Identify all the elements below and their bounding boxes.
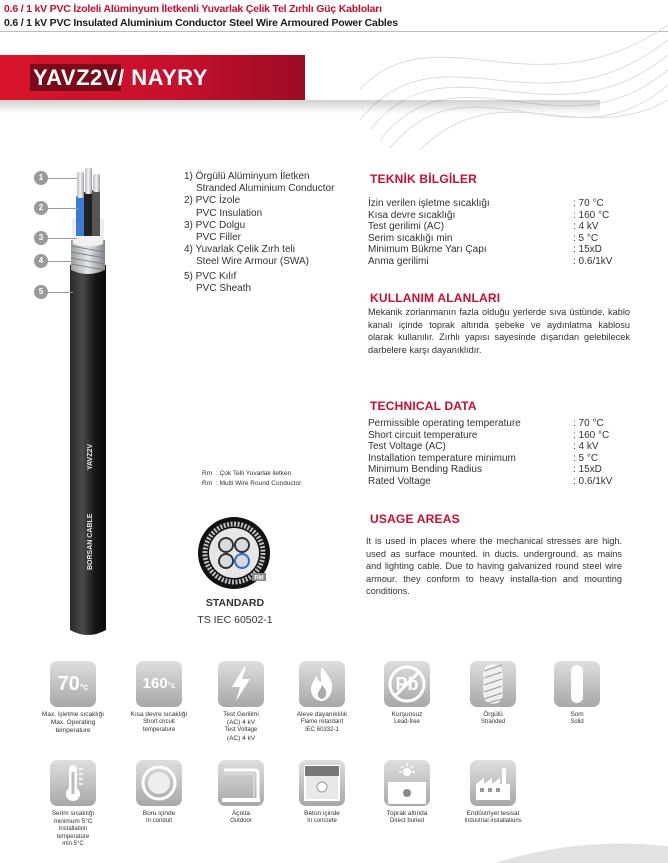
flame-label-1: Aleve dayanıklılık [296, 711, 348, 718]
product-code: YAVZ2V [30, 64, 121, 91]
temp-160-unit: °c [167, 681, 176, 690]
usage-text: It is used in places where the mechanical stresses are high. used as surface mounted. in ducts. underground. as mains and lighting cable. Due to having galvanized round steel wire armour. they conform to heavy installa-tion and mounting conditions. [366, 536, 622, 597]
callout-2: 2 [34, 201, 48, 215]
teknik-key-3: Test gerilimi (AC) [368, 221, 445, 233]
test-voltage-label-1: Test Gerilimi [223, 711, 259, 718]
part-1-tr: 1) Örgülü Alüminyum İletken [184, 171, 310, 182]
technical-value-2: : 160 °C [573, 429, 610, 441]
part-4-tr: 4) Yuvarlak Çelik Zırh teli [184, 244, 295, 256]
technical-value-1: : 70 °C [573, 418, 604, 429]
lead-free-label-1: Kurşunsuz [391, 711, 423, 718]
part-1-en: Stranded Aluminium Conductor [196, 183, 335, 195]
cable-print-code: YAVZ2V [87, 443, 94, 470]
decorative-footer-swoosh [480, 838, 668, 863]
product-name: / NAYRY [118, 65, 208, 90]
test-voltage-label-2: (AC) 4 kV [226, 719, 256, 726]
icon-tile-outdoor [196, 760, 286, 826]
callout-1: 1 [34, 171, 48, 185]
max-temp-label-2: Max. Operating [50, 719, 96, 726]
stranded-icon [470, 661, 516, 707]
flame-label-2: Flame retardant [300, 719, 344, 725]
flame-label-3: IEC 60332-1 [305, 726, 339, 733]
teknik-key-1: İzin verilen işletme sıcaklığı [368, 198, 490, 209]
temp-70-value: 70 [57, 673, 80, 695]
icon-tile-lead-free [362, 661, 452, 727]
industrial-label-2: Industrial installations [464, 818, 522, 824]
kullanim-heading: KULLANIM ALANLARI [370, 291, 501, 305]
callout-line-3 [47, 238, 77, 239]
technical-table [368, 418, 613, 488]
icon-tile-conduit [114, 760, 204, 826]
thermometer-icon [50, 760, 96, 806]
teknik-key-5: Minimum Bükme Yarı Çapı [368, 244, 487, 256]
outdoor-label-1: Açıkta [231, 810, 251, 817]
install-temp-label-4: temperature [56, 833, 90, 840]
header-title-tr: 0.6 / 1 kV PVC İzoleli Alüminyum İletkenli Yuvarlak Çelik Tel Zırhlı Güç Kabloları [4, 3, 382, 15]
technical-key-2: Short circuit temperature [368, 429, 478, 441]
part-3-tr: 3) PVC Dolgu [184, 219, 246, 231]
icon-tile-buried [362, 760, 452, 826]
temp-70-icon [50, 661, 96, 707]
part-5-en: PVC Sheath [196, 282, 252, 294]
rm-notes [202, 469, 301, 489]
lightning-icon [218, 661, 264, 707]
icon-tile-flame [277, 661, 367, 734]
technical-value-4: : 5 °C [573, 452, 599, 464]
lead-free-icon [384, 661, 430, 707]
teknik-heading: TEKNİK BİLGİLER [370, 172, 477, 186]
callout-3: 3 [34, 231, 48, 245]
concrete-icon [299, 760, 345, 806]
teknik-value-3: : 4 kV [573, 221, 599, 233]
cross-section-tag: RM [254, 575, 264, 582]
teknik-key-2: Kısa devre sıcaklığı [368, 209, 456, 221]
part-4-en: Steel Wire Armour (SWA) [196, 256, 309, 268]
short-circuit-label-2: Short circuit [143, 719, 175, 725]
buried-label-1: Toprak altında [386, 810, 428, 817]
icon-tile-test-voltage [196, 661, 286, 743]
conduit-icon [136, 760, 182, 806]
conduit-label-1: Boru içinde [142, 810, 176, 817]
icon-tile-industrial [448, 760, 538, 826]
max-temp-label-1: Max. işletme sıcaklığı [41, 711, 105, 718]
part-5-tr: 5) PVC Kılıf [184, 270, 237, 282]
concrete-label-1: Beton içinde [304, 810, 340, 817]
part-2-en: PVC Insulation [196, 207, 263, 219]
technical-key-4: Installation temperature minimum [368, 452, 516, 464]
temp-160-value: 160 [142, 675, 168, 692]
concrete-label-2: In concrete [307, 818, 337, 824]
callout-4: 4 [34, 254, 48, 268]
rm-key-2: Rm [202, 480, 213, 487]
teknik-key-6: Anma gerilimi [368, 255, 429, 267]
icon-tile-stranded [448, 661, 538, 727]
cable-print-brand: BORSAN CABLE [87, 513, 94, 570]
cable-illustration [40, 160, 180, 640]
teknik-value-2: : 160 °C [573, 209, 610, 221]
technical-key-6: Rated Voltage [368, 475, 431, 487]
icon-tile-short-circuit [114, 661, 204, 734]
part-2-tr: 2) PVC İzole [184, 195, 241, 207]
callout-line-2 [47, 208, 79, 209]
short-circuit-label-1: Kısa devre sıcaklığı [130, 711, 188, 718]
solid-label-1: Som [570, 711, 584, 718]
outdoor-label-2: Outdoor [230, 818, 252, 824]
callout-line-1 [47, 178, 77, 179]
icon-tile-concrete [277, 760, 367, 826]
install-temp-label-2: minimum 5°C [53, 818, 93, 825]
teknik-value-6: : 0.6/1kV [573, 255, 613, 267]
part-3-en: PVC Filler [196, 232, 242, 244]
lead-free-label-2: Lead-free [394, 719, 420, 725]
technical-key-1: Permissible operating temperature [368, 418, 521, 429]
callout-line-5 [47, 292, 73, 293]
technical-heading: TECHNICAL DATA [370, 399, 477, 413]
short-circuit-label-3: temperature [142, 726, 176, 733]
kullanim-text: Mekanik zorlanmanın fazla olduğu yerlerde sıva üstünde. kablo kanalı içinde toprak altında şebeke ve aydınlatma kablosu olarak kullanılır. Zırhlı yapısı sayesinde dışarıdan gelebilecek darbelere karşı dayanıklıdır. [368, 307, 630, 355]
max-temp-label-3: temperature [55, 727, 91, 734]
install-temp-label-1: Serim sıcaklığı [51, 810, 95, 817]
temp-70-unit: °c [79, 682, 89, 692]
teknik-key-4: Serim sıcaklığı min [368, 232, 453, 244]
teknik-table [368, 198, 613, 268]
technical-key-3: Test Voltage (AC) [368, 441, 446, 453]
technical-key-5: Minimum Bending Radius [368, 464, 482, 476]
solid-icon [554, 661, 600, 707]
icon-tile-max-temp [28, 661, 118, 735]
icon-tile-solid [532, 661, 622, 727]
teknik-value-4: : 5 °C [573, 232, 599, 244]
outdoor-icon [218, 760, 264, 806]
flame-icon [299, 661, 345, 707]
teknik-value-1: : 70 °C [573, 198, 604, 209]
conduit-label-2: In conduit [145, 818, 173, 824]
lead-free-symbol: Pb [395, 674, 419, 694]
test-voltage-label-4: (AC) 4 kV [226, 734, 256, 742]
decorative-waves [360, 0, 668, 150]
technical-value-5: : 15xD [573, 464, 602, 476]
install-temp-label-5: min 5°C [62, 841, 84, 847]
rm-key-1: Rm [202, 470, 213, 477]
solid-label-2: Solid [570, 719, 584, 725]
buried-label-2: Direct buried [389, 818, 424, 824]
stranded-label-2: Stranded [480, 719, 506, 725]
callout-line-4 [47, 261, 75, 262]
icon-tile-install-temp [28, 760, 118, 849]
industrial-icon [470, 760, 516, 806]
standard-value: TS IEC 60502-1 [197, 614, 273, 626]
standard-label: STANDARD [205, 597, 265, 609]
header-title-en: 0.6 / 1 kV PVC Insulated Aluminium Conductor Steel Wire Armoured Power Cables [4, 17, 398, 29]
buried-icon [384, 760, 430, 806]
callout-5: 5 [34, 285, 48, 299]
technical-value-3: : 4 kV [573, 441, 599, 453]
rm-value-2: : Multi Wire Round Conductor [216, 480, 302, 487]
industrial-label-1: Endüstriyel tesisat [466, 810, 520, 817]
usage-heading: USAGE AREAS [370, 512, 460, 526]
install-temp-label-3: Installation [58, 826, 88, 832]
teknik-value-5: : 15xD [573, 244, 602, 256]
technical-value-6: : 0.6/1kV [573, 475, 613, 487]
temp-160-icon [136, 661, 182, 707]
rm-value-1: : Çok Telli Yuvarlak iletken [216, 470, 292, 477]
test-voltage-label-3: Test Voltage [224, 727, 258, 733]
cross-section-illustration [196, 515, 272, 591]
parts-list [184, 171, 334, 295]
stranded-label-1: Örgülü [483, 711, 503, 718]
